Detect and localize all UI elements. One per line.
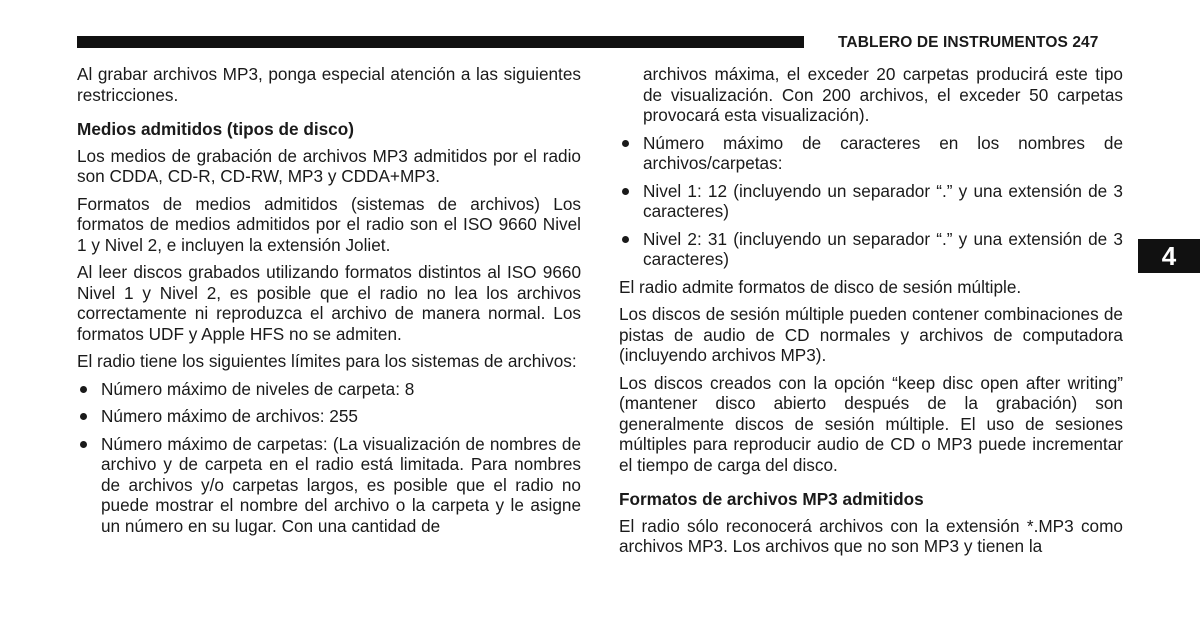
paragraph-limits: El radio tiene los siguientes límites para los sistemas de archivos:: [77, 351, 577, 371]
page-header-title: TABLERO DE INSTRUMENTOS 247: [838, 34, 1099, 51]
header-rule: [77, 36, 804, 48]
paragraph-multisession: El radio admite formatos de disco de sesión múltiple.: [619, 276, 1022, 297]
list-item: Número máximo de niveles de carpeta: 8: [77, 379, 581, 400]
paragraph-multisession-contents: Los discos de sesión múltiple pueden contener combinaciones de pistas de audio de CD normales y archivos de computadora (incluyendo archivos MP3).: [619, 304, 1123, 365]
list-item: Número máximo de caracteres en los nombres de archivos/carpetas:: [619, 133, 1123, 174]
right-column: [619, 64, 1123, 564]
list-item: Número máximo de archivos: 255: [77, 406, 581, 427]
list-item: Número máximo de carpetas: (La visualización de nombres de archivo y de carpeta en el radio está limitada. Para nombres de archivos y/o carpetas largos, es posible que el radio no puede mostrar el nombre del archivo o la carpeta y le asigne un número en su lugar. Con una cantidad de: [77, 434, 581, 537]
left-column: [77, 64, 581, 543]
section-heading-mp3-formats: Formatos de archivos MP3 admitidos: [619, 489, 924, 509]
paragraph-mp3-extension: El radio sólo reconocerá archivos con la extensión *.MP3 como archivos MP3. Los archivos que no son MP3 y tienen la: [619, 515, 1123, 556]
paragraph-media-types: Los medios de grabación de archivos MP3 admitidos por el radio son CDDA, CD-R, CD-RW, MP3 y CDDA+MP3.: [77, 145, 581, 186]
paragraph-keep-disc-open: Los discos creados con la opción “keep disc open after writing” (mantener disco abierto después de la grabación) son generalmente discos de sesión múltiple. El uso de sesiones múltiples para reproducir audio de CD o MP3 puede incrementar el tiempo de carga del disco.: [619, 372, 1123, 475]
list-item: Nivel 2: 31 (incluyendo un separador “.” y una extensión de 3 caracteres): [619, 229, 1123, 270]
chapter-tab: 4: [1138, 239, 1200, 273]
paragraph-other-formats: Al leer discos grabados utilizando formatos distintos al ISO 9660 Nivel 1 y Nivel 2, es posible que el radio no lea los archivos correctamente ni reproduzca el archivo de manera normal. Los formatos UDF y Apple HFS no se admiten.: [77, 262, 581, 344]
section-heading-media: Medios admitidos (tipos de disco): [77, 119, 354, 139]
list-item: Nivel 1: 12 (incluyendo un separador “.” y una extensión de 3 caracteres): [619, 181, 1123, 222]
limits-list: [77, 379, 581, 537]
characters-list: [619, 133, 1123, 270]
paragraph-file-systems: Formatos de medios admitidos (sistemas de archivos) Los formatos de medios admitidos por el radio son el ISO 9660 Nivel 1 y Nivel 2, e incluyen la extensión Joliet.: [77, 193, 581, 255]
list-item-continuation: archivos máxima, el exceder 20 carpetas producirá este tipo de visualización. Con 200 archivos, el exceder 50 carpetas provocará esta visualización).: [643, 64, 1123, 125]
intro-paragraph: Al grabar archivos MP3, ponga especial atención a las siguientes restricciones.: [77, 64, 581, 105]
